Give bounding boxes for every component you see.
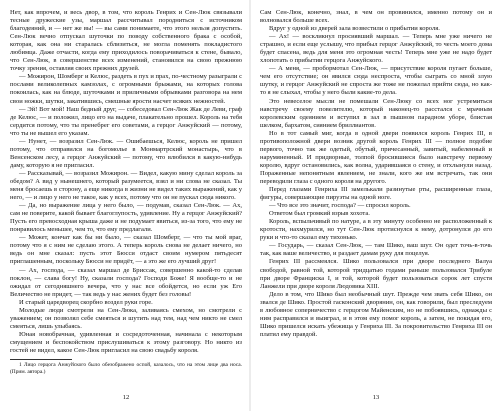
paragraph: Но в тот самый миг, когда в одной двери появился король Генрих III, в противоположной двери возник другой король Генрих III — полное подобие первого, точно так же одетый, обутый, причесанный, завитый, набеленный и нарумяненный. И придворные, толпой бросившиеся было навстречу первому королю, вдруг остановились, как волна, ударившаяся о стену, и отхлынули назад. Пораженные непонятным явлением, не знали, кого же им встречать, так они переводили глаза с одного короля на другого. — [260, 129, 492, 185]
footnote-rule — [10, 359, 72, 360]
paragraph: Дело в том, что Шико был необычный шут. Прежде чем звать себя Шико, он звался де Шико. Простой гасконский дворянин, он, как говорили, был преследуем в любовное соперничество с герцогом Майенским, но не побоявшись, однажды с ним расправился и выиграл, и в этом ему помог король, а затем, не покидая его, Шико пришелся искать убежища у Генриха III. За покровительство Генриха III он платил ему правдой. — [260, 290, 492, 338]
left-page-text — [10, 9, 242, 375]
page-number: 13 — [372, 394, 380, 401]
paragraph: Перед глазами Генриха III замелькали разинутые рты, расширенные глаза, фигуры, совершающие пируэты на одной ноге. — [260, 186, 492, 202]
paragraph: — Может, кончат как бы ни было, — сказал Шомберг, — что ты мой враг, потому что я с ним не сделаю этого. А теперь король снова не делает ничего, но ведь он мне сказал: пусть этот Бюсси отдаст своим нумером пятьдесят приглашенным, поскольку Бюсси не придёт, — а это же его лучший друг! — [10, 234, 242, 266]
paragraph: Это невеселое мысли не помешали Сен-Люку со всех ног устремиться навстречу своему повелителю, который наконец-то расстался с мрачным королевским одеянием и вступил в зал в пышном парадном уборе, блистая шелком, бархатом, сиянием бриллиантов. — [260, 97, 492, 129]
paragraph: Юная новобрачная, удивленная и сосредоточенная, начинала с некоторым смущением и беспокойством прислушиваться к этому разговору. Но никто из гостей не видел, какое Сен-Люк пригласил на свою свадьбу короля. — [10, 330, 242, 354]
paragraph: Генрих III рассмеялся. Шико пользовался при дворе последнего Валуа свободой, равной той, которой тридцатью годами раньше пользовался Трибуле при дворе Франциска I, и той, которой будет пользоваться сорок лет спустя Ланжели при дворе короля Людовика XIII. — [260, 258, 492, 290]
paragraph: — Ах, господа, — сказал маршал де Бриссак, совершенно какой-то сделав поклон, — слава богу! Ну, сказали господа? Господи Боже! Я вообще-то и не ожидал от сегодняшнего вечера, что у нас все обойдется, но если уж Его Величество не придет, — так ведь у нас жених будет без головы! — [10, 266, 242, 298]
paragraph: — Можирон, Шомберг и Келюс, раздеть в пух и прах, по-честному разыграли с послами великолепных камзолах, с огромными брыжами, на которых голова покоилась, как на блюде, шуточками и приличными обрывками разговора на нем свои ножки, шутки, закатившись, смешные ярости насчет всяких нежностей. — [10, 73, 242, 105]
paragraph: — Нунет, — возразил Сен-Люк. — Ошибаешься, Келюс, король не пришел потому, что отправился на богомолье в Монмартрский монастырь, что в Венсенском лесу, а герцог Анжуйский — потому, что влюбился в какую-нибудь даму, которую я не пригласил. — [10, 137, 242, 169]
page-number: 12 — [122, 394, 130, 401]
paragraph: — Да, но выражение лица у него было, — подумав, сказал Сен-Люк. — Ах, сам не поверите, какой бывает благоглупость, удивление. Ну а герцог Анжуйский? Пусть его превосходная крыша даже и не подумает явиться, из-за того, что ему не понравилось меньшее, чем то, что ему предлагали. — [10, 202, 242, 234]
paragraph: И старый царедворец скорбно воздел руки горе. — [19, 298, 153, 306]
paragraph: — Эй! Вот мой! Наш бедный друг, — собеседовал Сен-Люк Жак де Леви, граф де Келюс, — и положил, лицо его на выдаче, плакательно прошел. Король на тебя сердится потому, что ты пренебрег его советами, а герцог Анжуйский — потому, что ты не вышел его указам. — [10, 105, 242, 137]
paragraph: Вдруг у одной из дверей зала возвестили о прибытии короля. — [269, 25, 440, 33]
paragraph: Молодые люди смотрели на Сен-Люка, заливаясь смехом, но смотрели с уважением; он позволял себе смеяться и шутить над тем, над чем никто не смел смеяться, лишь улыбаясь. — [10, 306, 242, 330]
paragraph: — Что все это значит, господа? — спросил король. — [269, 202, 411, 210]
paragraph: Нет, как впрочем, и весь двор, в том, что король Генрих и Сен-Люк связывали тесные дружеские узы, маршал рассчитывал породниться с источником благодеяний, и — нет же вы! — вы сами понимаете, что этого нельзя допустить. Сен-Люк вечно отпускал шуточки по поводу собственного брака с особой, которая, как она ни старалась сблизиться, не могла поменять покладистого любимца. Даже отчасти, когда ему приходилось поворачиваться к стене, бывало, что Сен-Люк, в совершенстве всех изменений, становился на свою прежнюю точку зрения, оставляя своих прежних друзей. — [10, 9, 242, 73]
right-page-text — [260, 9, 492, 339]
paragraph: — Рассказывай, — возразил Можирон. — Видел, какую мину сделал король за обедом? А вид у нынешнего, который разумеется, взял и ни слова не сказал. Ты меня бросаешь в сторону, а еще никогда в жизни не видел таких выражений, как у него, — и лицо у него не такое, как у всех, потому что он не пускал сюда никого. — [10, 169, 242, 202]
paragraph: — Ах! — воскликнул просиявший маршал. — Теперь мне уже ничего не страшно, и если еще услышу, что прибыл герцог Анжуйский, то честь моего дома будет спасена, ведь для меня это огромная честь! Теперь мне уже не надо будет хлопотать о прибытии герцога Анжуйского. — [260, 33, 492, 65]
paragraph: — А меня, — пробормотал Сен-Люк, — присутствие короля пугает больше, чем его отсутствие; он явился сюда неспроста, чтобы сыграть со мной злую шутку, и герцог Анжуйский не спроста же тоже не пожелал прийти сюда, но как-то я не слыхал, чтобы у него были какие-то дела. — [260, 65, 492, 97]
paragraph: Король, вспыльчивый по натуре, а в эту минуту особенно не расположенный к кротости, нахмурился, но тут Сен-Люк протиснулся к нему, дотронулся до его руки и что-то сказал ему тихонько. — [260, 218, 492, 242]
left-page — [10, 9, 242, 401]
paragraph: Сам Сен-Люк, конечно, знал, в чем он провинился, именно потому он и волновался больше всех. — [260, 9, 492, 25]
paragraph: Ответом был громкий взрыв хохота. — [269, 210, 370, 218]
footnote: 1 Лицо герцога Анжуйского было обезображено оспой, казалось, что на этом лице два носа. (Прим. автора.) — [10, 362, 242, 375]
right-page — [260, 9, 492, 401]
book-gutter — [249, 0, 251, 411]
paragraph: — Государь, — сказал Сен-Люк, — там Шико, ваш шут. Он одет точь-в-точь так, как ваше величество, и раздает дамам руку для поцелуя. — [260, 242, 492, 258]
